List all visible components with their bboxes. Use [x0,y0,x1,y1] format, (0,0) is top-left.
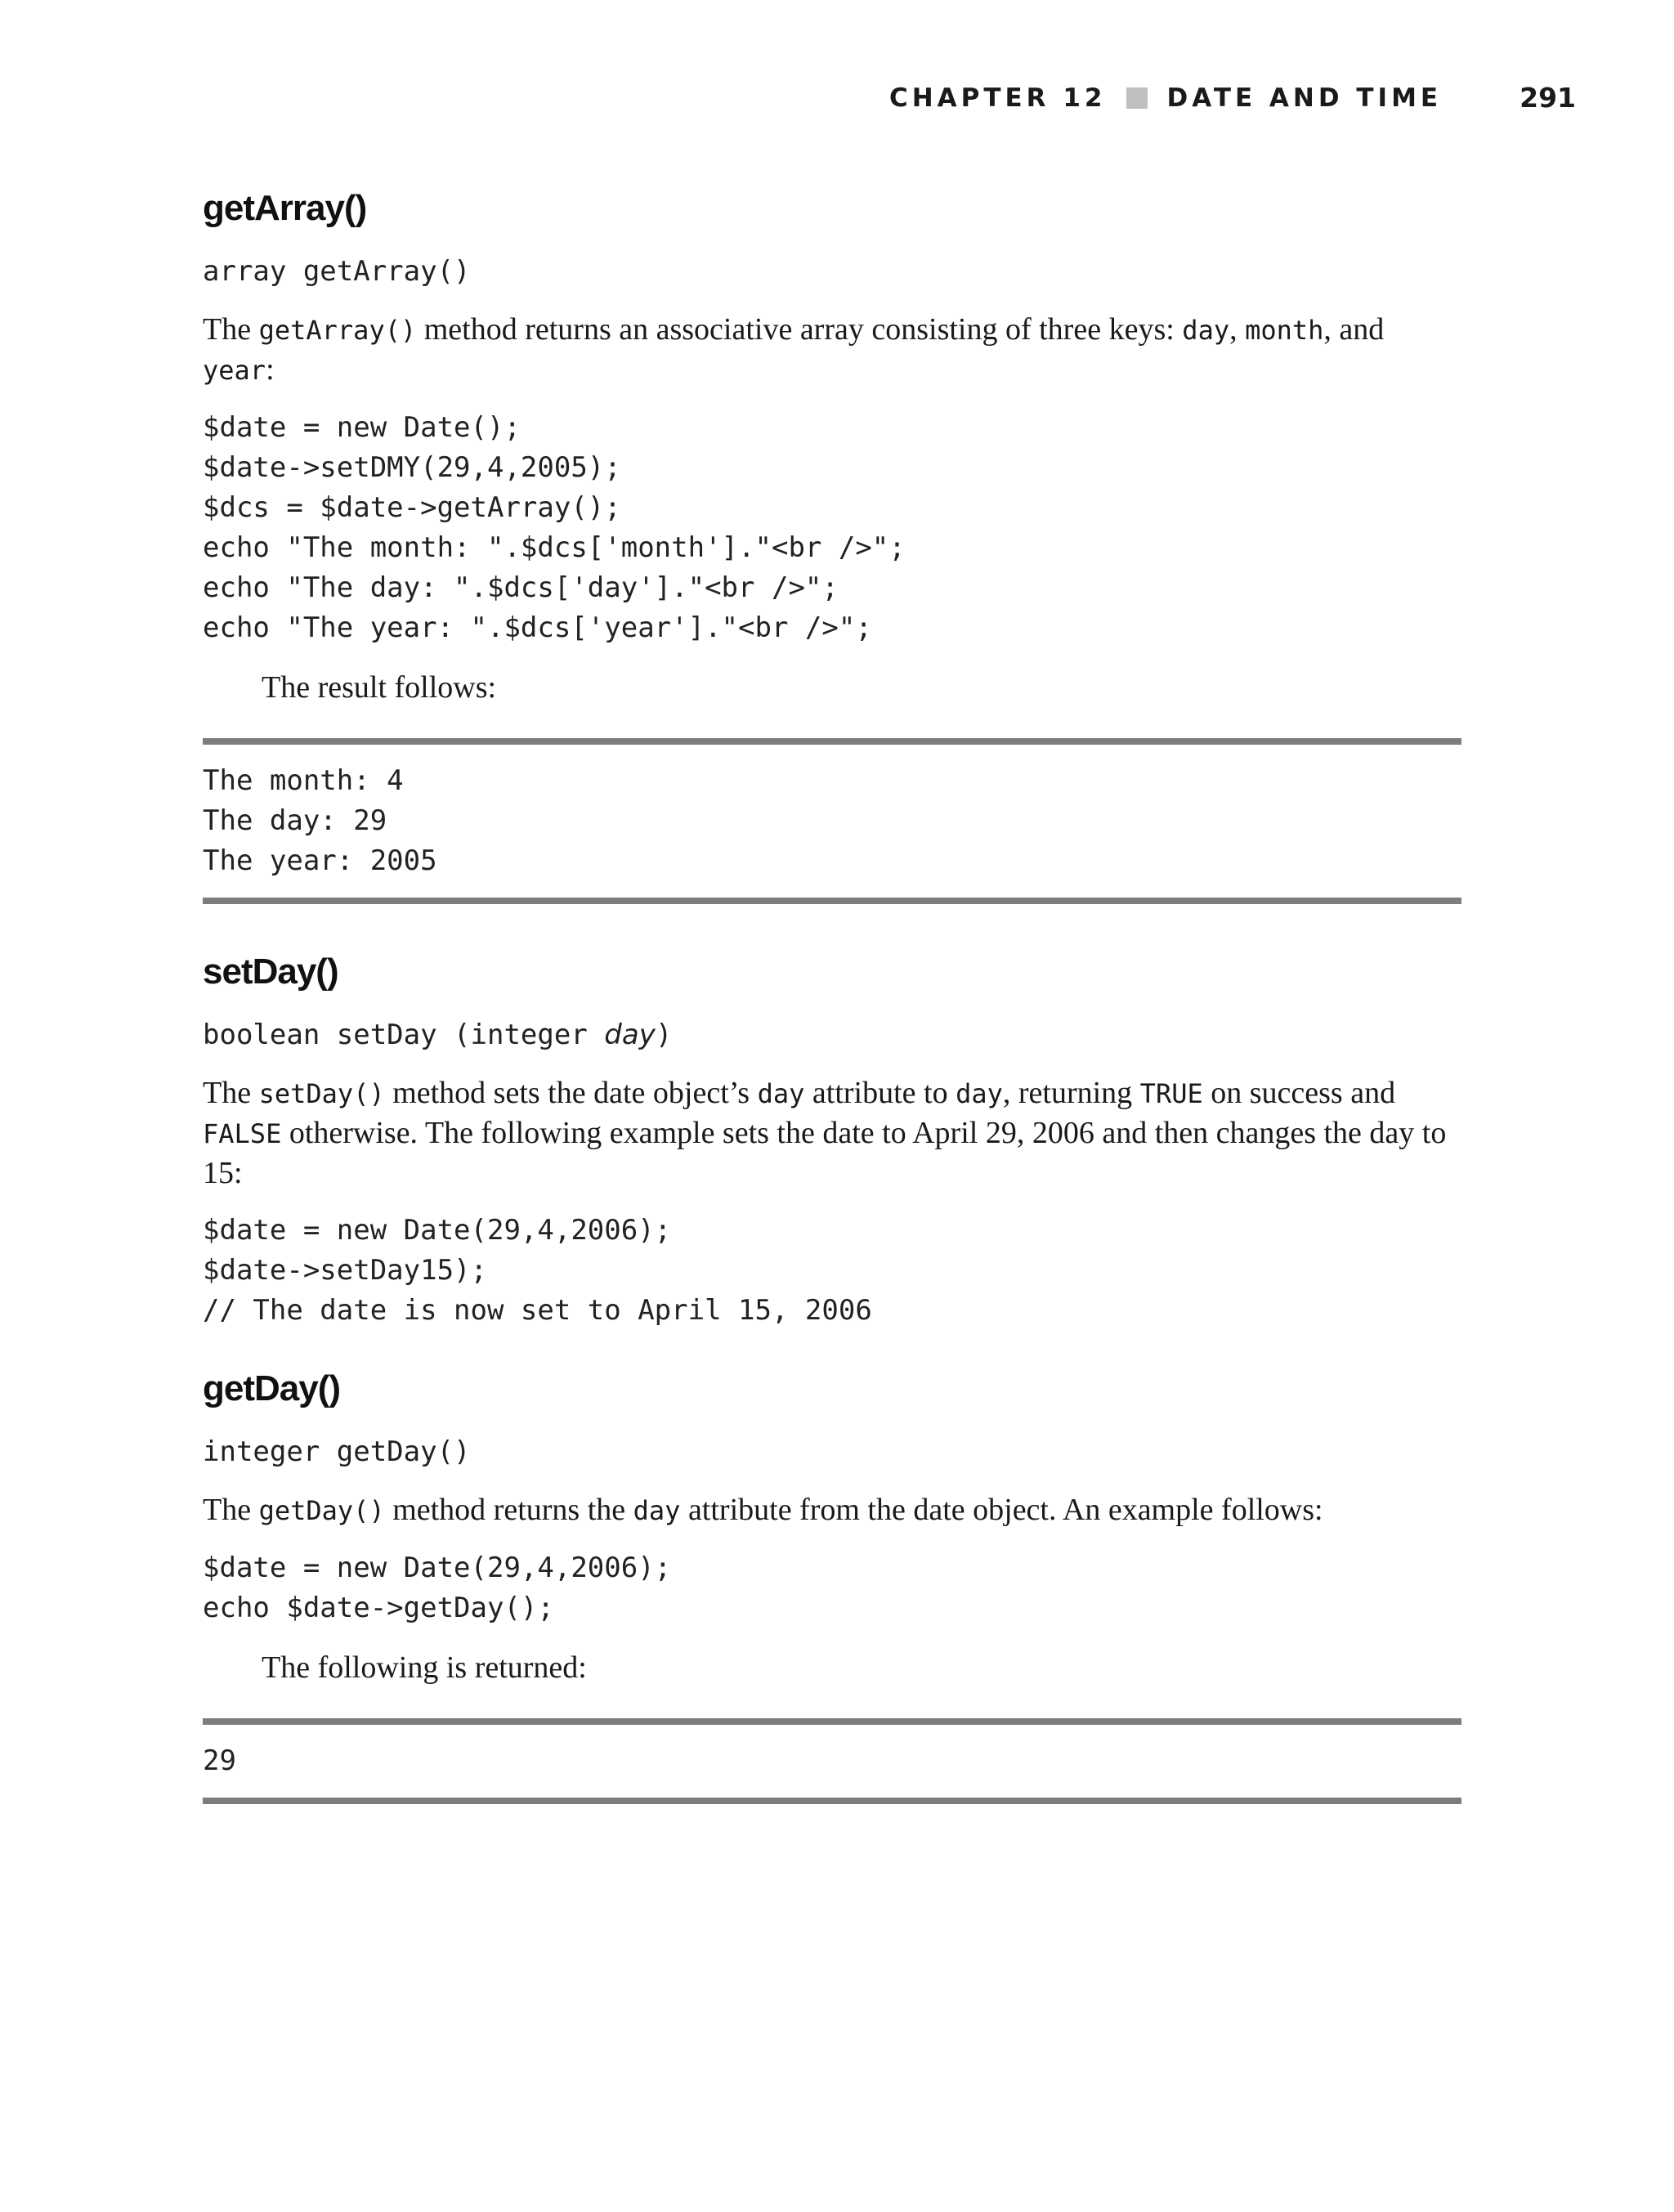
section-heading-getarray: getArray() [203,188,367,228]
text: The [203,312,259,347]
text: method returns the [384,1493,633,1527]
signature-getday: integer getDay() [203,1435,471,1468]
inline-code: FALSE [203,1118,282,1149]
output-box-getarray [203,738,1461,904]
code-block-setday: $date = new Date(29,4,2006); $date->setDay15); // The date is now set to April 15, 2006 [203,1214,872,1327]
description-getday [203,1490,1461,1530]
signature-setday [203,1015,1461,1055]
section-heading-setday: setDay() [203,952,338,992]
text: : [266,352,275,387]
signature-prefix: boolean setDay (integer [203,1019,605,1051]
inline-code: day [1182,315,1230,346]
page-number: 291 [1520,82,1576,114]
text: The [203,1076,259,1110]
running-header [889,82,1576,114]
signature-suffix: ) [655,1019,673,1051]
output-getarray: The month: 4 The day: 29 The year: 2005 [203,764,437,877]
output-getday: 29 [203,1744,236,1777]
text: on success and [1202,1076,1396,1110]
signature-param: day [604,1019,656,1051]
inline-code: TRUE [1139,1078,1203,1109]
result-intro-getday: The following is returned: [262,1650,587,1685]
inline-code: day [757,1078,805,1109]
text: attribute to [804,1076,956,1110]
description-setday [203,1073,1461,1193]
description-getarray [203,310,1461,390]
inline-code: getDay() [258,1495,385,1526]
inline-code: year [203,355,266,386]
text: method returns an associative array consisting of three keys: [416,312,1183,347]
text: The [203,1493,259,1527]
inline-code: day [956,1078,1003,1109]
signature-getarray: array getArray() [203,255,471,288]
text: , [1229,312,1246,347]
chapter-label: CHAPTER 12 [888,83,1107,113]
text: , returning [1002,1076,1140,1110]
section-heading-getday: getDay() [203,1368,341,1408]
section-label: DATE AND TIME [1166,83,1443,113]
code-block-getarray: $date = new Date(); $date->setDMY(29,4,2005); $dcs = $date->getArray(); echo "The month: ".$dcs['month']."<br />"; echo "The day: ".$dcs['day']."<br />"; echo "The year: ".$dcs['year']."<br />"; [203,411,906,644]
result-intro-getarray: The result follows: [262,670,497,705]
page-content [203,188,1461,1852]
inline-code: getArray() [258,315,417,346]
header-square-icon [1126,87,1148,109]
code-block-getday: $date = new Date(29,4,2006); echo $date->getDay(); [203,1552,672,1624]
text: , and [1323,312,1385,347]
text: otherwise. The following example sets the date to April 29, 2006 and then changes the day to 15: [203,1116,1447,1190]
output-box-getday [203,1718,1461,1804]
text: attribute from the date object. An example follows: [680,1493,1323,1527]
inline-code: month [1245,315,1324,346]
text: method sets the date object’s [384,1076,758,1110]
inline-code: setDay() [258,1078,385,1109]
inline-code: day [633,1495,681,1526]
